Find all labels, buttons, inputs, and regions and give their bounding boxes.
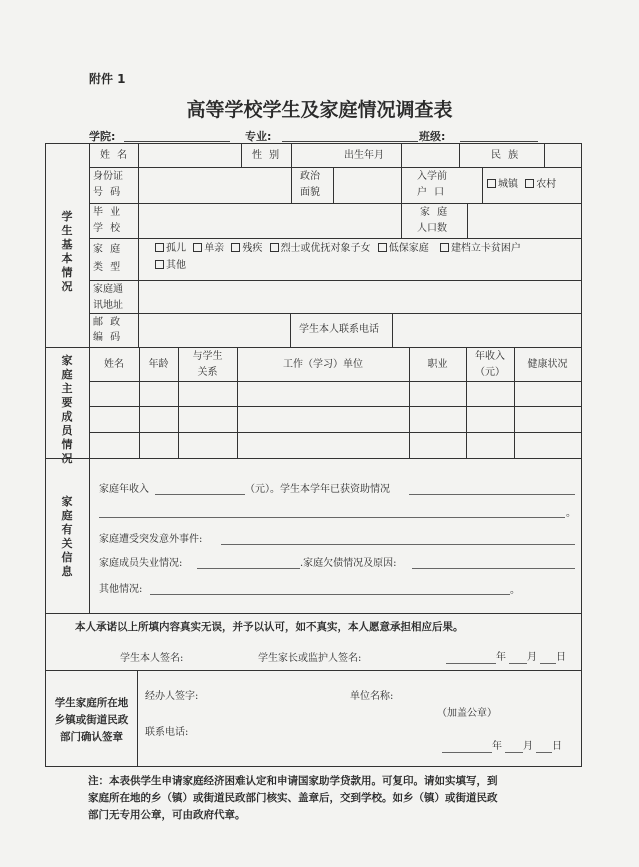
pledge-day-field[interactable] bbox=[540, 663, 556, 664]
class-field[interactable] bbox=[460, 141, 538, 142]
footnote-line-2: 家庭所在地的乡（镇）或街道民政部门核实、盖章后，交到学校。如乡（镇）或街道民政 bbox=[88, 792, 498, 804]
checkbox-low-income[interactable] bbox=[378, 243, 387, 252]
grad-school-label-2: 学 校 bbox=[93, 223, 123, 234]
checkbox-orphan[interactable] bbox=[155, 243, 164, 252]
family-type-label-2: 类 型 bbox=[93, 262, 123, 273]
checkbox-poverty-file[interactable] bbox=[440, 243, 449, 252]
footnote bbox=[88, 773, 498, 824]
section-label-basic: 学生基本情况 bbox=[61, 210, 73, 293]
hukou-urban-label: 城镇 bbox=[498, 179, 518, 190]
aid-label: （元）。学生本学年已获资助情况 bbox=[245, 484, 390, 495]
birth-label: 出生年月 bbox=[344, 150, 384, 161]
address-label-1: 家庭通 bbox=[93, 284, 123, 295]
confirm-label-1: 学生家庭所在地 bbox=[54, 697, 129, 709]
family-type-other bbox=[155, 259, 186, 273]
pledge-month-field[interactable] bbox=[509, 663, 527, 664]
col-income-2: （元） bbox=[475, 367, 505, 378]
confirm-phone-label: 联系电话: bbox=[145, 727, 189, 738]
grad-school-label-1: 毕 业 bbox=[93, 207, 123, 218]
col-relation-1: 与学生 bbox=[192, 351, 223, 362]
col-relation-2: 关系 bbox=[197, 367, 218, 378]
family-type-label-1: 家 庭 bbox=[93, 244, 123, 255]
hukou-label-1: 入学前 bbox=[417, 171, 447, 182]
emergency-label: 家庭遭受突发意外事件: bbox=[99, 534, 203, 545]
college-label: 学院: bbox=[89, 130, 116, 143]
postal-code-label-2: 编 码 bbox=[93, 332, 123, 343]
pledge-year: 年 bbox=[496, 652, 506, 663]
type-martyr-label: 烈士或优抚对象子女 bbox=[280, 243, 371, 254]
checkbox-urban[interactable] bbox=[487, 179, 496, 188]
emergency-field[interactable] bbox=[221, 544, 575, 545]
confirm-label bbox=[46, 695, 137, 746]
section-label-family-info: 家庭有关信息 bbox=[61, 495, 73, 578]
aid-field[interactable] bbox=[409, 494, 575, 495]
confirm-month-field[interactable] bbox=[505, 752, 523, 753]
hukou-label-2: 户 口 bbox=[417, 187, 447, 198]
type-orphan-label: 孤儿 bbox=[166, 243, 186, 254]
unit-name-label: 单位名称: bbox=[350, 691, 394, 702]
type-other-label: 其他 bbox=[166, 260, 186, 271]
postal-code-label-1: 邮 政 bbox=[93, 317, 123, 328]
member-row[interactable] bbox=[90, 433, 581, 458]
student-phone-label: 学生本人联系电话 bbox=[299, 324, 379, 335]
footnote-line-1: 注：本表供学生申请家庭经济困难认定和申请国家助学贷款用。可复印。请如实填写，到 bbox=[88, 775, 498, 787]
handler-signature-label: 经办人签字: bbox=[145, 691, 199, 702]
confirm-year-field[interactable] bbox=[442, 752, 492, 753]
other-period: 。 bbox=[510, 585, 520, 596]
pledge-year-field[interactable] bbox=[446, 663, 496, 664]
confirm-day-field[interactable] bbox=[536, 752, 552, 753]
aid-period: 。 bbox=[566, 508, 576, 519]
address-label-2: 讯地址 bbox=[93, 300, 123, 311]
other-info-field[interactable] bbox=[150, 594, 510, 595]
college-field[interactable] bbox=[124, 141, 230, 142]
checkbox-rural[interactable] bbox=[525, 179, 534, 188]
debt-label: .家庭欠债情况及原因: bbox=[300, 558, 397, 569]
other-info-label: 其他情况: bbox=[99, 584, 143, 595]
member-row[interactable] bbox=[90, 407, 581, 432]
gender-label: 性 别 bbox=[252, 150, 282, 161]
confirm-month: 月 bbox=[523, 741, 533, 752]
col-income-1: 年收入 bbox=[475, 351, 505, 362]
col-occupation: 职业 bbox=[427, 359, 448, 370]
major-label: 专业: bbox=[245, 130, 272, 143]
checkbox-martyr[interactable] bbox=[270, 243, 279, 252]
col-health: 健康状况 bbox=[527, 359, 568, 370]
politics-label-2: 面貌 bbox=[300, 187, 320, 198]
family-size-label-2: 人口数 bbox=[417, 223, 447, 234]
id-label-1: 身份证 bbox=[93, 171, 123, 182]
hukou-options bbox=[487, 178, 556, 192]
confirm-year: 年 bbox=[492, 741, 502, 752]
col-name: 姓名 bbox=[104, 359, 124, 370]
parent-signature-label: 学生家长或监护人签名: bbox=[258, 653, 362, 664]
pledge-month: 月 bbox=[527, 652, 537, 663]
confirm-label-2: 乡镇或街道民政 bbox=[54, 714, 129, 726]
politics-label-1: 政治 bbox=[300, 171, 320, 182]
page-title: 高等学校学生及家庭情况调查表 bbox=[186, 99, 453, 121]
checkbox-single-parent[interactable] bbox=[193, 243, 202, 252]
type-poverty-file-label: 建档立卡贫困户 bbox=[450, 243, 521, 254]
class-label: 班级: bbox=[419, 130, 446, 143]
pledge-day: 日 bbox=[556, 652, 566, 663]
type-low-income-label: 低保家庭 bbox=[388, 243, 429, 254]
unemployment-field[interactable] bbox=[197, 568, 300, 569]
col-age: 年龄 bbox=[148, 359, 169, 370]
type-single-parent-label: 单亲 bbox=[204, 243, 225, 254]
ethnicity-label: 民 族 bbox=[491, 150, 521, 161]
member-row[interactable] bbox=[90, 382, 581, 406]
major-field[interactable] bbox=[282, 141, 418, 142]
confirm-label-3: 部门确认签章 bbox=[60, 731, 123, 743]
checkbox-other[interactable] bbox=[155, 260, 164, 269]
student-signature-label: 学生本人签名: bbox=[120, 653, 184, 664]
name-label: 姓 名 bbox=[100, 150, 130, 161]
family-size-label-1: 家 庭 bbox=[420, 207, 450, 218]
hukou-rural-label: 农村 bbox=[536, 179, 557, 190]
aid-field-cont[interactable] bbox=[99, 517, 565, 518]
section-label-members: 家庭主要成员情况 bbox=[61, 354, 73, 465]
attachment-label: 附件 1 bbox=[89, 72, 126, 86]
col-work-unit: 工作（学习）单位 bbox=[283, 359, 363, 370]
checkbox-disabled[interactable] bbox=[231, 243, 240, 252]
id-label-2: 号 码 bbox=[93, 187, 123, 198]
pledge-text: 本人承诺以上所填内容真实无误，并予以认可，如不真实，本人愿意承担相应后果。 bbox=[75, 621, 464, 633]
unemployment-label: 家庭成员失业情况: bbox=[99, 558, 183, 569]
confirm-day: 日 bbox=[552, 741, 562, 752]
family-type-options bbox=[155, 242, 521, 256]
income-label: 家庭年收入 bbox=[99, 484, 149, 495]
official-seal-note: （加盖公章） bbox=[437, 708, 497, 719]
type-disabled-label: 残疾 bbox=[242, 243, 263, 254]
debt-field[interactable] bbox=[412, 568, 575, 569]
footnote-line-3: 部门无专用公章，可由政府代章。 bbox=[88, 809, 246, 821]
income-field[interactable] bbox=[155, 494, 245, 495]
